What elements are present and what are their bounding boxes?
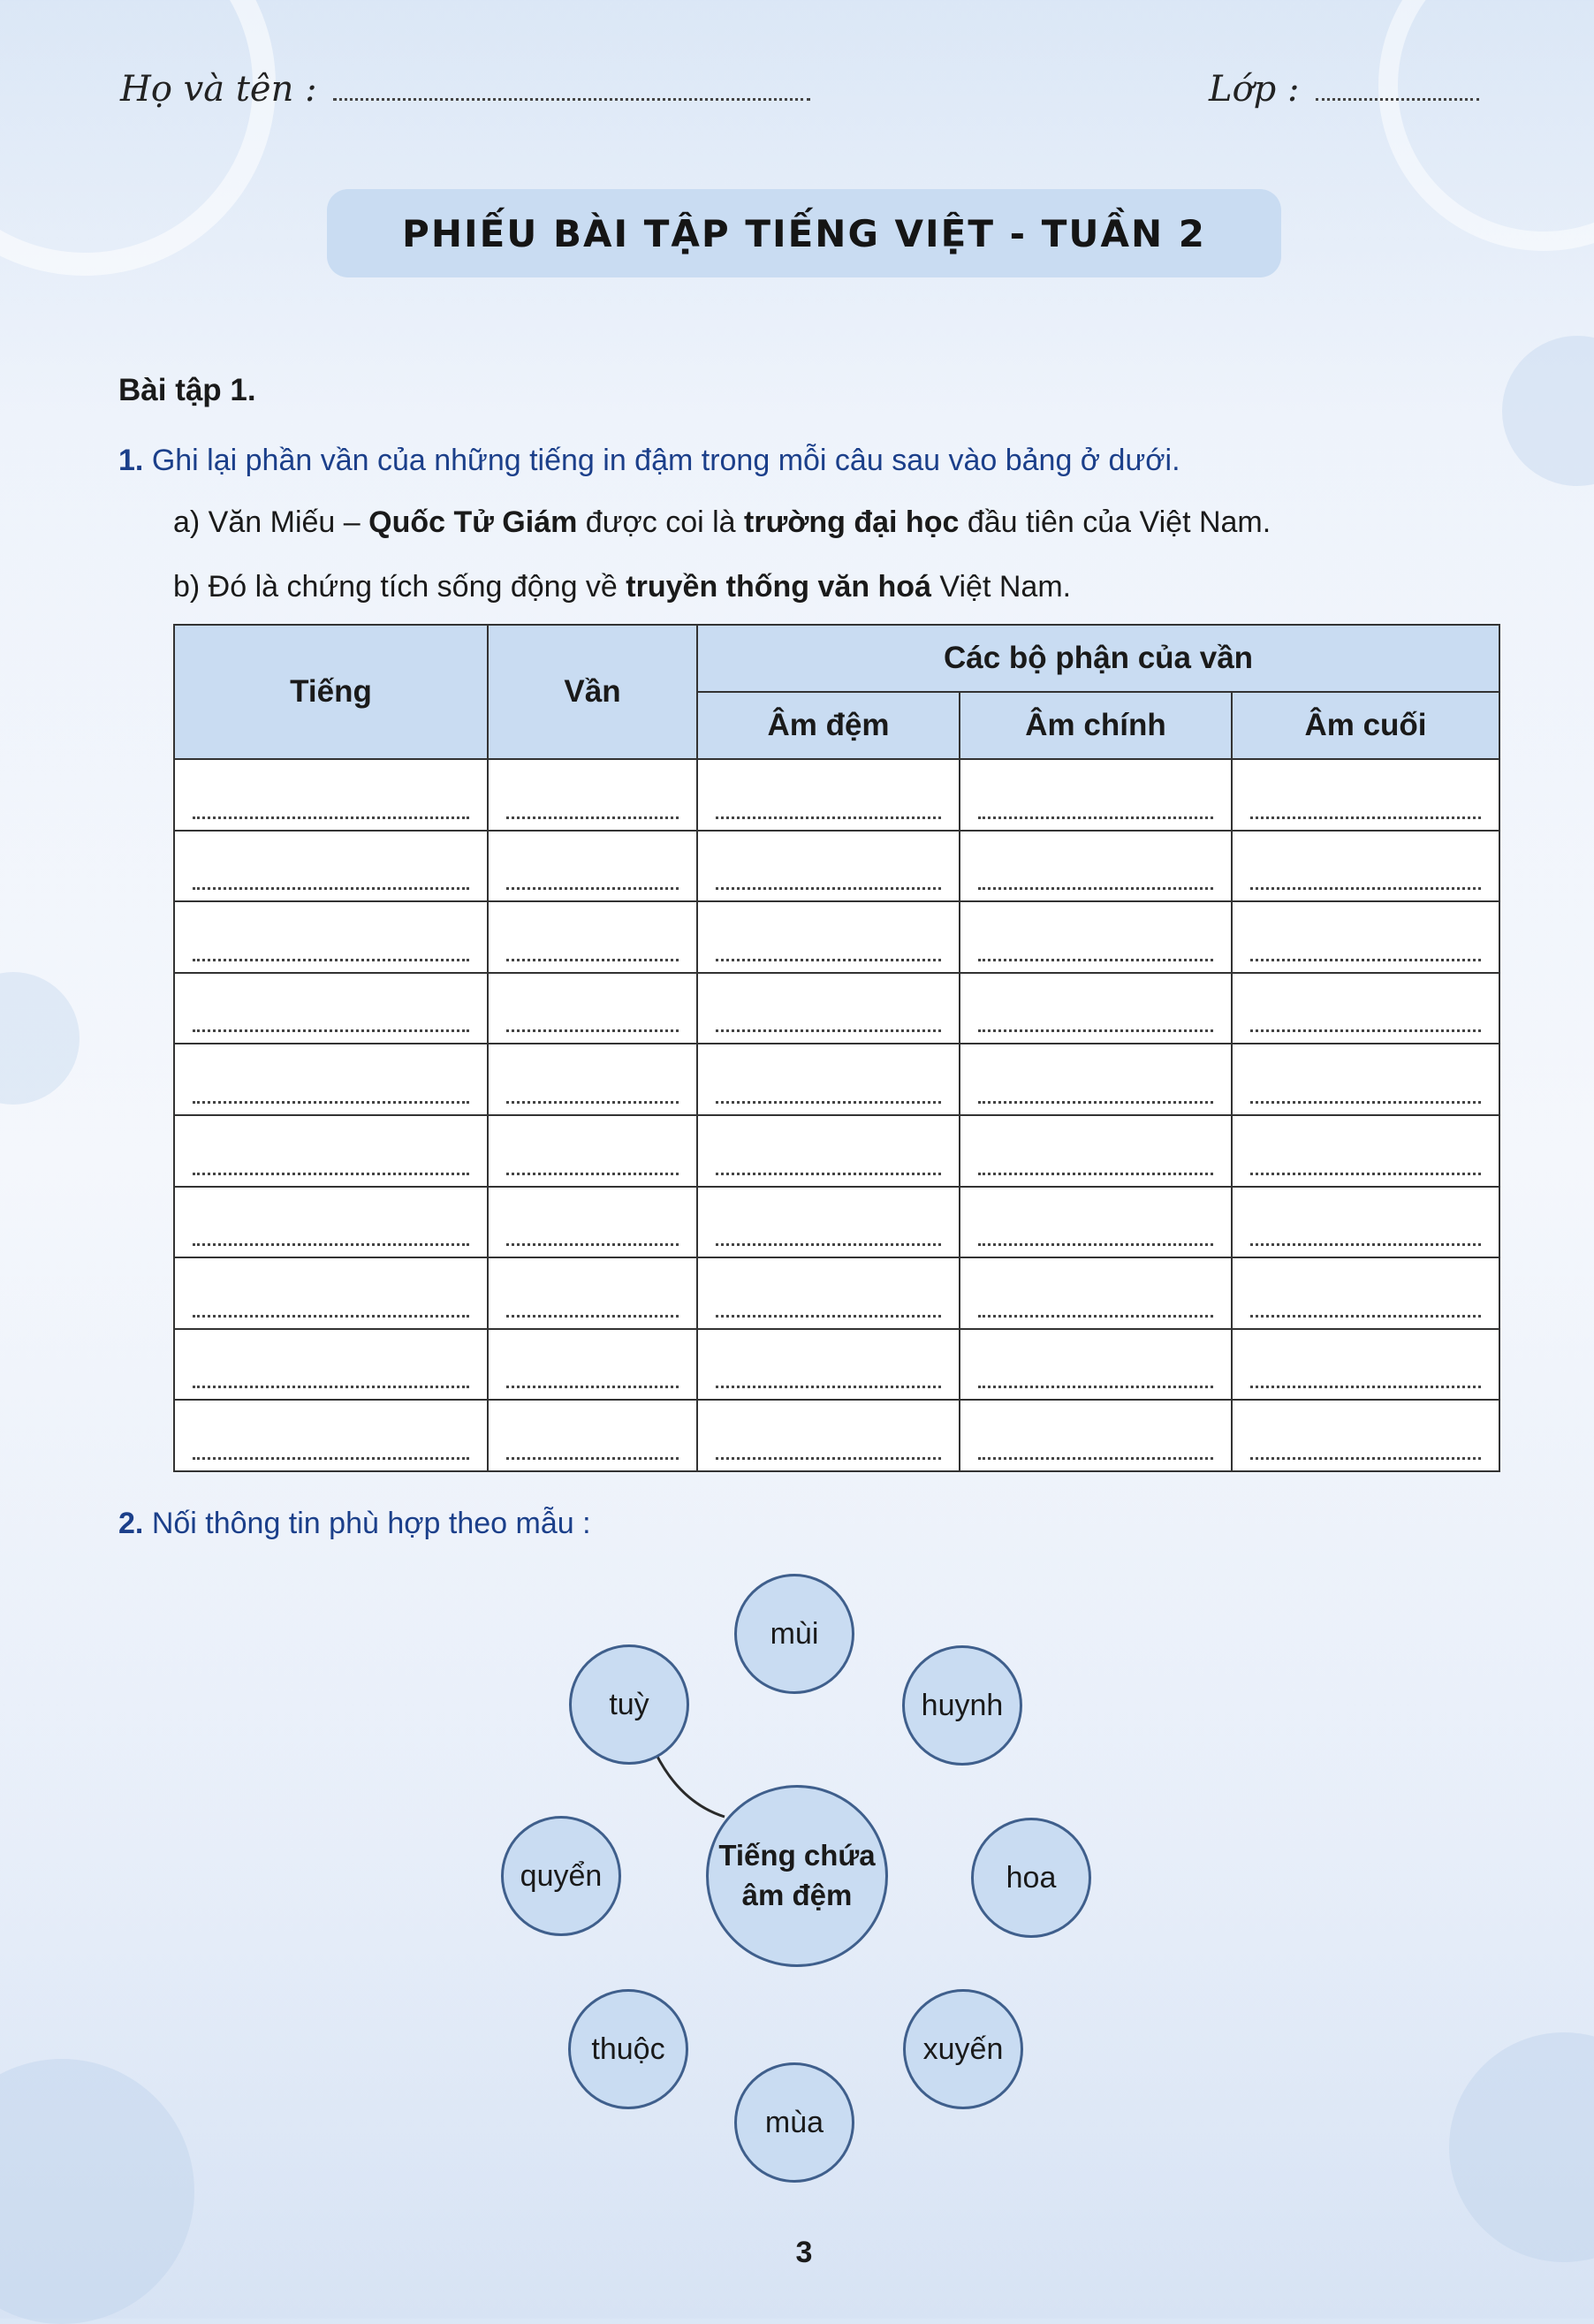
name-label: Họ và tên : bbox=[120, 69, 317, 110]
header-tieng: Tiếng bbox=[174, 625, 488, 759]
task-2-number: 2. bbox=[118, 1507, 144, 1540]
header-van: Vần bbox=[488, 625, 697, 759]
center-label-line2: âm đệm bbox=[741, 1879, 853, 1911]
sentence-a-bold2: trường đại học bbox=[744, 505, 960, 539]
sample-connection-path bbox=[656, 1753, 725, 1817]
class-label: Lớp : bbox=[1209, 69, 1300, 110]
word-xuyen: xuyến bbox=[922, 2032, 1004, 2066]
word-mui: mùi bbox=[770, 1616, 819, 1651]
word-bubble-thuoc[interactable] bbox=[568, 1989, 688, 2109]
header-vowel-parts: Các bộ phận của vần bbox=[697, 625, 1499, 692]
word-quyen: quyển bbox=[520, 1858, 603, 1893]
sentence-a-part2: được coi là bbox=[577, 505, 745, 539]
sentence-a-part1: a) Văn Miếu – bbox=[173, 505, 369, 539]
center-label-line1: Tiếng chứa bbox=[718, 1839, 876, 1872]
word-huynh: huynh bbox=[921, 1688, 1004, 1722]
worksheet-title: PHIẾU BÀI TẬP TIẾNG VIỆT - TUẦN 2 bbox=[327, 189, 1281, 277]
sentence-b-bold1: truyền thống văn hoá bbox=[626, 570, 931, 604]
sentence-b-part1: b) Đó là chứng tích sống động về bbox=[173, 570, 626, 604]
word-hoa: hoa bbox=[1006, 1860, 1057, 1895]
word-bubble-tuy[interactable] bbox=[569, 1644, 689, 1765]
header-am-chinh: Âm chính bbox=[960, 692, 1232, 759]
word-tuy: tuỳ bbox=[609, 1687, 649, 1721]
sentence-a-part3: đầu tiên của Việt Nam. bbox=[959, 505, 1271, 539]
word-bubble-mua[interactable] bbox=[734, 2062, 854, 2183]
word-bubble-mui[interactable] bbox=[734, 1574, 854, 1694]
sentence-b-part2: Việt Nam. bbox=[930, 570, 1072, 604]
exercise-label: Bài tập 1. bbox=[118, 373, 256, 407]
task-1-number: 1. bbox=[118, 444, 144, 477]
task-1-text: Ghi lại phần vần của những tiếng in đậm trong mỗi câu sau vào bảng ở dưới. bbox=[151, 444, 1180, 477]
header-am-dem: Âm đệm bbox=[697, 692, 960, 759]
word-mua: mùa bbox=[764, 2105, 824, 2139]
word-thuoc: thuộc bbox=[591, 2032, 665, 2066]
center-label bbox=[718, 1836, 875, 1915]
word-bubble-huynh[interactable] bbox=[902, 1645, 1022, 1766]
page-number: 3 bbox=[795, 2236, 813, 2269]
word-bubble-xuyen[interactable] bbox=[903, 1989, 1023, 2109]
header-am-cuoi: Âm cuối bbox=[1232, 692, 1499, 759]
center-bubble-am-dem[interactable] bbox=[706, 1785, 888, 1967]
word-bubble-hoa[interactable] bbox=[971, 1818, 1091, 1938]
word-bubble-quyen[interactable] bbox=[501, 1816, 621, 1936]
sentence-a-bold1: Quốc Tử Giám bbox=[368, 505, 578, 539]
task-2-text: Nối thông tin phù hợp theo mẫu : bbox=[151, 1507, 591, 1540]
